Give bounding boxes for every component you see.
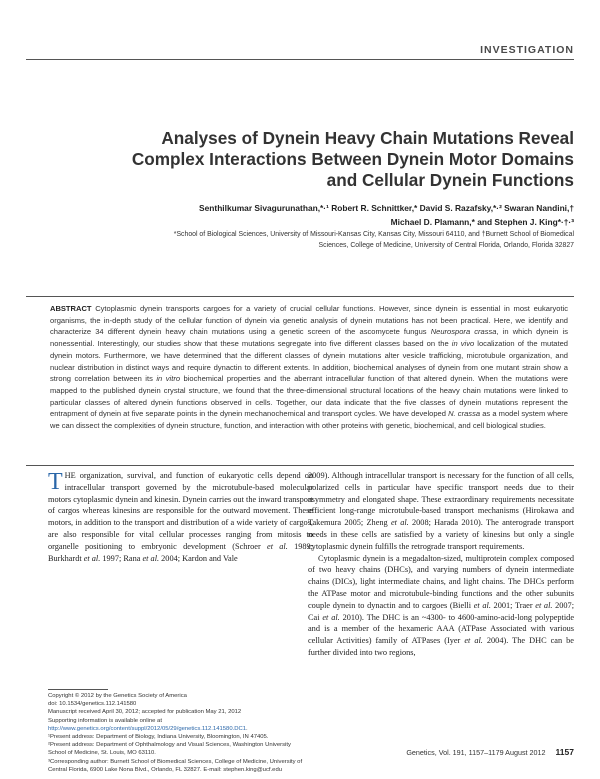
footnote-rule: [48, 689, 108, 690]
body-segment: 2010). The DHC is an ~4300- to 4600-amino-acid-long polypeptide and is a member of the hexameric AAA (ATPase Associated with various cellular Activities) family of ATPases (Iyer: [308, 612, 575, 646]
supporting-link[interactable]: http://www.genetics.org/content/suppl/2012/05/29/genetics.112.141580.DC1: [48, 725, 247, 732]
author-line-2: Michael D. Plamann,* and Stephen J. King*·†·³: [390, 216, 574, 227]
abstract-segment: as a model system where we can dissect the complexities of dynein structure, function, and interaction with other proteins with genetic, biochemical, and cell biological studies.: [50, 409, 568, 431]
supporting-text: Supporting information is available online at: [48, 717, 162, 724]
header-rule: [26, 59, 574, 60]
body-italic: et al.: [322, 612, 340, 622]
abstract-italic: in vivo: [451, 339, 475, 349]
body-italic: et al.: [535, 600, 553, 610]
abstract-segment: , in which dynein is nonessential. Interestingly, our studies show that these mutations segregate into five different classes based on the: [50, 327, 568, 349]
affiliations: [60, 229, 574, 251]
body-italic: et al.: [83, 553, 101, 563]
supporting-text: .: [246, 725, 248, 732]
body-italic: et al.: [142, 553, 160, 563]
body-column-right: [308, 470, 574, 659]
affiliation-line-1: *School of Biological Sciences, University of Missouri-Kansas City, Kansas City, Missouri 64110, and †Burnett School of Biomedical: [173, 231, 574, 238]
body-segment: HE organization, survival, and function of eukaryotic cells depend on intracellular transport governed by the microtubule-based molecular motors cytoplasmic dynein and kinesin. Dynein carries out the inward transport of cargos whereas kinesins are responsible for the outward movement. These motors, in addition to the transport and distribution of a wide variety of cargos, are also responsible for vital cellular processes ranging from mitosis to organelle positioning to embryonic development (Schroer: [48, 471, 313, 551]
doi-line: doi: 10.1534/genetics.112.141580: [48, 701, 137, 708]
body-italic: et al.: [473, 600, 491, 610]
journal-citation: Genetics, Vol. 191, 1157–1179 August 2012: [406, 748, 546, 757]
copyright-line: Copyright © 2012 by the Genetics Society of America: [48, 693, 187, 699]
abstract-species: Neurospora crassa: [430, 327, 497, 337]
body-segment: 2001; Traer: [490, 600, 536, 610]
abstract-text: [50, 303, 568, 432]
supporting-info: [48, 717, 310, 733]
body-segment: 2004). The DHC can be further divided into two regions,: [308, 636, 574, 657]
abstract-segment: localization of the mutated dynein motors. Furthermore, we have determined that the different classes of dynein mutations alter vesicle trafficking, microtubule organization, and nuclear distribution in distinct ways and require dynactin to different extents. In addition, biochemical analyses of dynein from one mutant strain show a strong correlation between its: [50, 339, 568, 384]
body-segment: 2009). Although intracellular transport is necessary for the function of all cells, polarized cells in particular have specific transport needs due to their asymmetry and elongated shape. These extraordinary requirements necessitate efficient long-range microtubule-based transport mechanisms (Hirokawa and Takemura 2005; Zheng: [308, 471, 574, 528]
abstract-box: [26, 296, 574, 466]
body-segment: 2007; Cai: [308, 600, 575, 622]
author-list: [100, 202, 574, 229]
abstract-segment: Cytoplasmic dynein transports cargoes for a variety of crucial cellular functions. However, since dynein is essential in most eukaryotic organisms, the in-depth study of the cellular function of dynein via genetic analysis of dynein mutations has not been practical. Here, we identify and characterize 34 different dynein heavy chain mutations using a genetic screen of the ascomycete fungus: [50, 304, 568, 337]
abstract-heading: ABSTRACT: [50, 304, 92, 313]
footnote-1: ¹Present address: Department of Biology, Indiana University, Bloomington, IN 47405.: [48, 734, 269, 741]
section-label: INVESTIGATION: [480, 44, 574, 56]
body-paragraph-1: [308, 470, 574, 553]
body-segment: 2008; Harada 2010). The anterograde transport needs in these cells are satisfied by a variety of kinesins but only a single cytoplasmic dynein fulfills the retrograde transport requirements.: [308, 518, 575, 551]
body-italic: et al.: [267, 541, 288, 551]
footnote-2: ²Present address: Department of Ophthalmology and Visual Sciences, Washington University School of Medicine, St. Louis, MO 63110.: [48, 742, 291, 757]
page-number: 1157: [555, 747, 574, 757]
body-segment: Cytoplasmic dynein is a megadalton-sized, multiprotein complex composed of two heavy chains (DHCs), and varying numbers of dynein intermediate chains (DICs), light intermediate chains, and light chains. The DHCs perform the ATPase motor and microtubule-binding functions and the other subunits couple dynein to dynactin and to cargoes (Bielli: [308, 553, 574, 610]
footnote-3: ³Corresponding author: Burnett School of Biomedical Sciences, College of Medicine, University of Central Florida, 6900 Lake Nona Blvd., Orlando, FL 32827. E-mail: stephen.king@ucf.edu: [48, 758, 303, 773]
author-line-1: Senthilkumar Sivagurunathan,*·¹ Robert R. Schnittker,* David S. Razafsky,*·² Swaran Nandini,†: [199, 203, 574, 213]
page-footer: [406, 747, 574, 757]
body-segment: 2004; Kardon and Vale: [159, 553, 238, 563]
article-title: Analyses of Dynein Heavy Chain Mutations Reveal Complex Interactions Between Dynein Motor Domains and Cellular Dynein Functions: [131, 128, 574, 190]
abstract-segment: biochemical properties and the aberrant intracellular function of that altered dynein. When the mutations were mapped to the published dynein crystal structure, we found that the three-dimensional structural locations of the heavy chain mutations were linked to particular classes of altered dynein functions observed in cells. Together, our data indicate that the five classes of dynein mutations represent the entrapment of dynein at five separate points in the dynein mechanochemical and transport cycles. We have developed: [50, 374, 568, 419]
body-column-left: [48, 470, 313, 564]
body-segment: 1997; Rana: [100, 553, 143, 563]
body-paragraph-2: [308, 553, 574, 659]
body-segment: 1989; Burkhardt: [48, 541, 313, 563]
affiliation-line-2: Sciences, College of Medicine, University of Central Florida, Orlando, Florida 32827: [318, 242, 574, 249]
manuscript-dates: Manuscript received April 30, 2012; accepted for publication May 21, 2012: [48, 709, 242, 716]
footnotes: [48, 692, 310, 774]
abstract-italic: in vitro: [156, 374, 181, 384]
body-italic: et al.: [390, 518, 409, 528]
drop-cap: T: [48, 469, 63, 495]
intro-paragraph: [48, 470, 313, 564]
body-italic: et al.: [464, 636, 483, 646]
abstract-species: N. crassa: [448, 409, 481, 419]
